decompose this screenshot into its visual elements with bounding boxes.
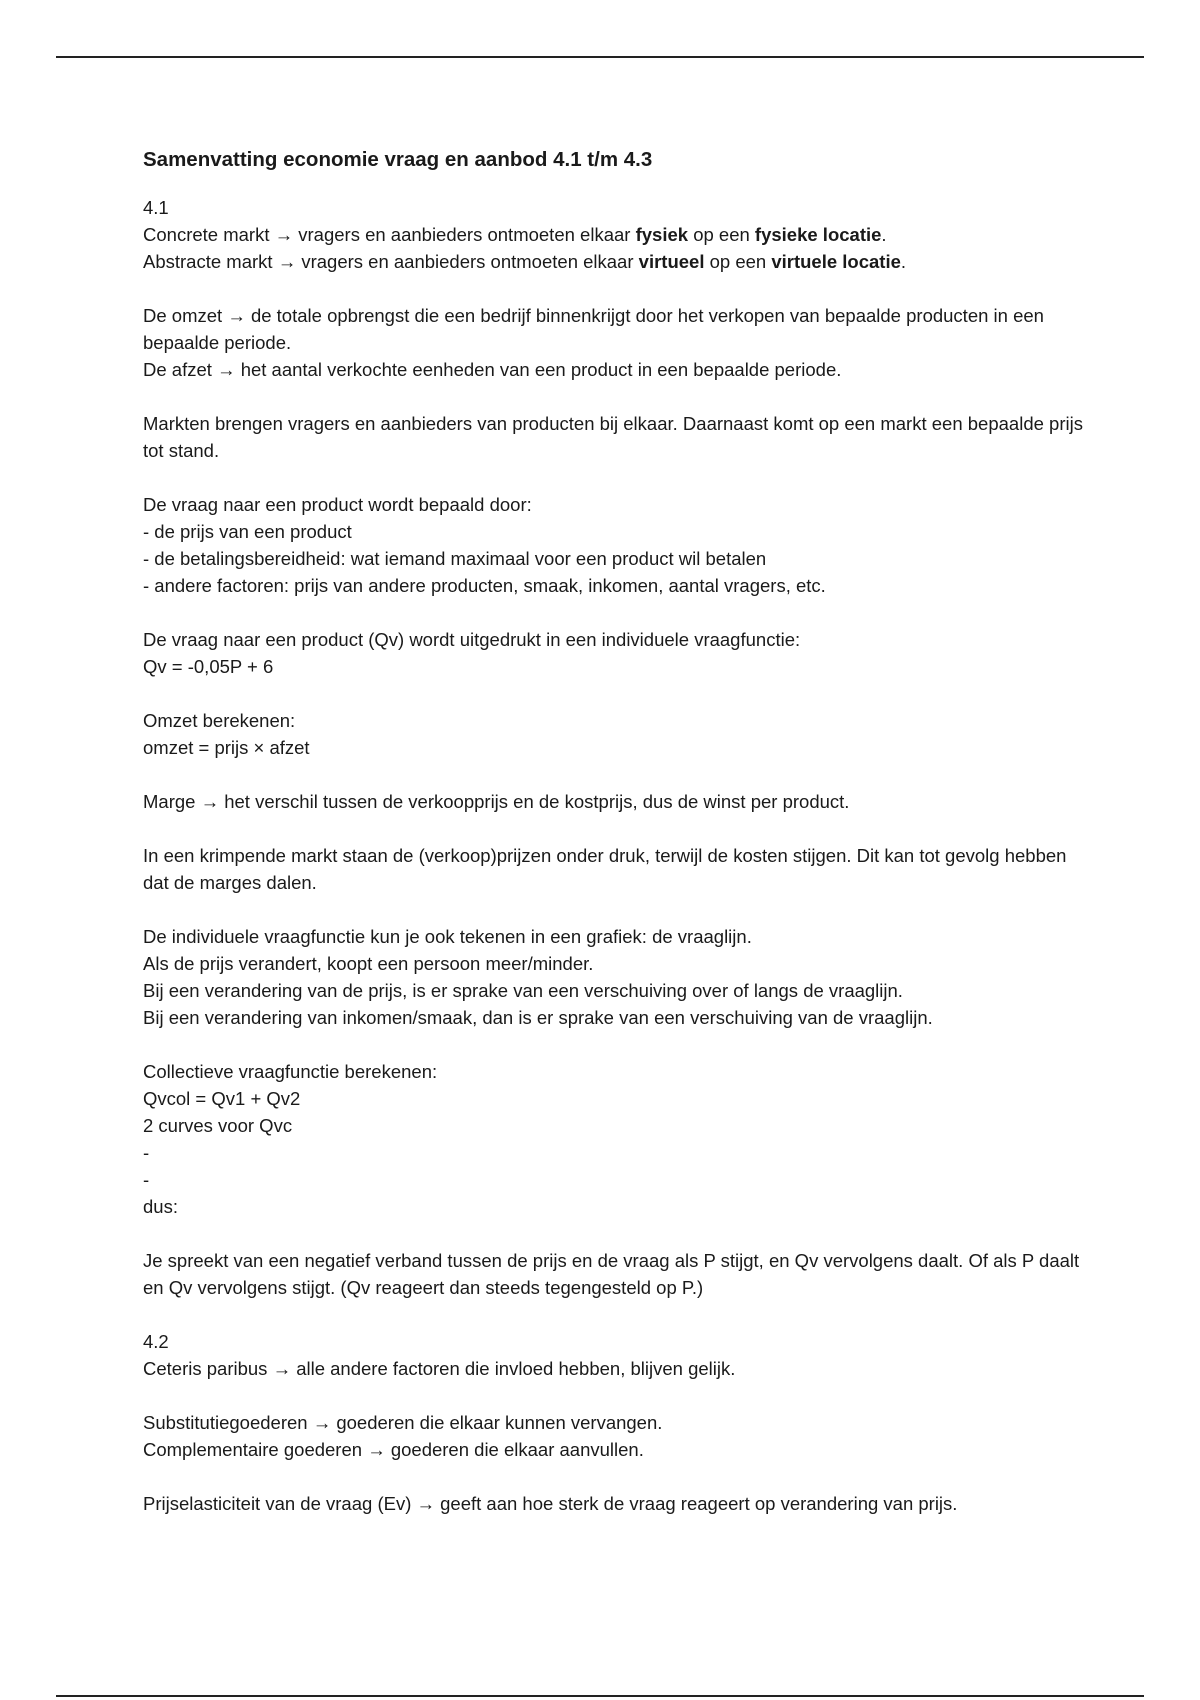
complementair-term: Complementaire goederen bbox=[143, 1439, 363, 1460]
header-rule bbox=[56, 56, 1144, 58]
concrete-markt-bold-fysiek: fysiek bbox=[635, 224, 689, 245]
substitutie-definition bbox=[143, 1409, 1083, 1436]
vraaglijn-line: Als de prijs verandert, koopt een persoon meer/minder. bbox=[143, 953, 594, 974]
ceteris-definition bbox=[143, 1355, 1083, 1382]
collectief-line: - bbox=[143, 1142, 150, 1163]
document-title: Samenvatting economie vraag en aanbod 4.1 t/m 4.3 bbox=[143, 148, 653, 171]
arrow-icon: → bbox=[200, 791, 220, 812]
afzet-def-text: het aantal verkochte eenheden van een product in een bepaalde periode. bbox=[240, 359, 842, 380]
afzet-definition bbox=[143, 356, 1083, 383]
elasticiteit-def-text: geeft aan hoe sterk de vraag reageert op verandering van prijs. bbox=[440, 1493, 958, 1514]
complementair-definition bbox=[143, 1436, 1083, 1463]
ceteris-term: Ceteris paribus bbox=[143, 1358, 268, 1379]
goederen-block bbox=[143, 1409, 1083, 1463]
omzet-calc-block bbox=[143, 707, 1083, 761]
abstracte-markt-text-c: op een bbox=[709, 251, 767, 272]
section-heading-4-1: 4.1 bbox=[143, 197, 169, 218]
substitutie-def-text: goederen die elkaar kunnen vervangen. bbox=[336, 1412, 663, 1433]
arrow-icon: → bbox=[274, 224, 294, 245]
arrow-icon: → bbox=[272, 1358, 292, 1379]
afzet-term: De afzet bbox=[143, 359, 212, 380]
abstracte-markt-bold-virtueel: virtueel bbox=[638, 251, 705, 272]
vraagfunctie-formula: Qv = -0,05P + 6 bbox=[143, 656, 274, 677]
collectief-line: Qvcol = Qv1 + Qv2 bbox=[143, 1088, 301, 1109]
vraagfunctie-intro: De vraag naar een product (Qv) wordt uitgedrukt in een individuele vraagfunctie: bbox=[143, 629, 801, 650]
elasticiteit-term: Prijselasticiteit van de vraag (Ev) bbox=[143, 1493, 412, 1514]
marge-definition bbox=[143, 788, 1083, 815]
abstracte-markt-text-a: vragers en aanbieders ontmoeten elkaar bbox=[301, 251, 634, 272]
period: . bbox=[881, 224, 887, 245]
concrete-markt-bold-locatie: fysieke locatie bbox=[754, 224, 882, 245]
ceteris-def-text: alle andere factoren die invloed hebben, blijven gelijk. bbox=[296, 1358, 736, 1379]
vraaglijn-line: Bij een verandering van de prijs, is er sprake van een verschuiving over of langs de vraaglijn. bbox=[143, 980, 903, 1001]
footer-rule bbox=[56, 1695, 1144, 1697]
section-4-1-market-types bbox=[143, 194, 1083, 275]
list-item: - de prijs van een product bbox=[143, 521, 352, 542]
collectief-line: 2 curves voor Qvc bbox=[143, 1115, 293, 1136]
substitutie-term: Substitutiegoederen bbox=[143, 1412, 308, 1433]
omzet-term: De omzet bbox=[143, 305, 223, 326]
list-item: - andere factoren: prijs van andere producten, smaak, inkomen, aantal vragers, etc. bbox=[143, 575, 826, 596]
document-page bbox=[143, 146, 1083, 1544]
elasticiteit-definition bbox=[143, 1490, 1083, 1517]
arrow-icon: → bbox=[416, 1493, 435, 1514]
omzet-calc-title: Omzet berekenen: bbox=[143, 710, 296, 731]
vraaglijn-line: Bij een verandering van inkomen/smaak, dan is er sprake van een verschuiving van de vraaglijn. bbox=[143, 1007, 933, 1028]
arrow-icon: → bbox=[367, 1439, 386, 1460]
markten-paragraph: Markten brengen vragers en aanbieders van producten bij elkaar. Daarnaast komt op een markt een bepaalde prijs tot stand. bbox=[143, 413, 1083, 461]
complementair-def-text: goederen die elkaar aanvullen. bbox=[390, 1439, 644, 1460]
section-4-2-ceteris bbox=[143, 1328, 1083, 1382]
arrow-icon: → bbox=[217, 359, 236, 380]
arrow-icon: → bbox=[227, 305, 246, 326]
concrete-markt-text-c: op een bbox=[693, 224, 750, 245]
vraaglijn-line: De individuele vraagfunctie kun je ook tekenen in een grafiek: de vraaglijn. bbox=[143, 926, 752, 947]
vraag-determinants-block bbox=[143, 491, 1083, 599]
concrete-markt-term: Concrete markt bbox=[143, 224, 270, 245]
vraaglijn-block bbox=[143, 923, 1083, 1031]
collectief-line: - bbox=[143, 1169, 150, 1190]
omzet-calc-formula: omzet = prijs × afzet bbox=[143, 737, 310, 758]
vraagfunctie-block bbox=[143, 626, 1083, 680]
marge-def-text: het verschil tussen de verkoopprijs en de kostprijs, dus de winst per product. bbox=[224, 791, 850, 812]
abstracte-markt-term: Abstracte markt bbox=[143, 251, 273, 272]
abstracte-markt-bold-locatie: virtuele locatie bbox=[771, 251, 901, 272]
abstracte-markt-line bbox=[143, 248, 1083, 275]
collectief-line: dus: bbox=[143, 1196, 178, 1217]
collectief-line: Collectieve vraagfunctie berekenen: bbox=[143, 1061, 438, 1082]
period: . bbox=[900, 251, 907, 272]
marge-block bbox=[143, 788, 1083, 815]
section-heading-4-2: 4.2 bbox=[143, 1331, 169, 1352]
list-item: - de betalingsbereidheid: wat iemand maximaal voor een product wil betalen bbox=[143, 548, 767, 569]
omzet-def-text: de totale opbrengst die een bedrijf binnenkrijgt door het verkopen van bepaalde producten in een bepaalde periode. bbox=[143, 305, 1044, 353]
elasticiteit-block bbox=[143, 1490, 1083, 1517]
negatief-verband-paragraph: Je spreekt van een negatief verband tussen de prijs en de vraag als P stijgt, en Qv vervolgens daalt. Of als P daalt en Qv vervolgens stijgt. (Qv reageert dan steeds tegengesteld op P.) bbox=[143, 1250, 1080, 1298]
omzet-definition bbox=[143, 302, 1083, 356]
omzet-afzet-block bbox=[143, 302, 1083, 383]
krimpende-markt-paragraph: In een krimpende markt staan de (verkoop)prijzen onder druk, terwijl de kosten stijgen. Dit kan tot gevolg hebben dat de marges dalen. bbox=[143, 845, 1067, 893]
arrow-icon: → bbox=[312, 1412, 332, 1433]
marge-term: Marge bbox=[143, 791, 196, 812]
concrete-markt-text-a: vragers en aanbieders ontmoeten elkaar bbox=[298, 224, 631, 245]
collectieve-vraag-block bbox=[143, 1058, 1083, 1220]
concrete-markt-line bbox=[143, 221, 1083, 248]
arrow-icon: → bbox=[277, 251, 297, 272]
vraag-intro: De vraag naar een product wordt bepaald door: bbox=[143, 494, 532, 515]
